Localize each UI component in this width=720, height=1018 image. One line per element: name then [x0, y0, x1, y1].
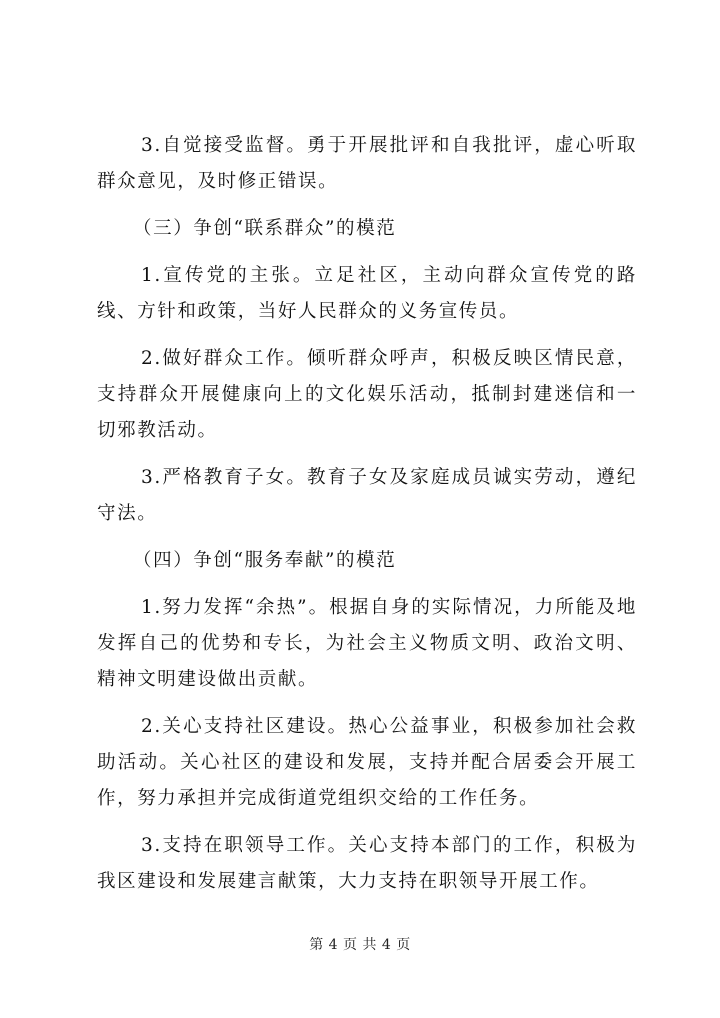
paragraph-support-leaders: 3.支持在职领导工作。关心支持本部门的工作，积极为我区建设和发展建言献策，大力支持在职领导开展工作。 [97, 835, 637, 892]
paragraph-accept-supervision: 3.自觉接受监督。勇于开展批评和自我批评，虚心听取群众意见，及时修正错误。 [97, 135, 637, 192]
paragraph-promote-party: 1.宣传党的主张。立足社区，主动向群众宣传党的路线、方针和政策，当好人民群众的义务宣传员。 [97, 265, 637, 322]
paragraph-educate-children: 3.严格教育子女。教育子女及家庭成员诚实劳动，遵纪守法。 [97, 467, 637, 524]
paragraph-support-community: 2.关心支持社区建设。热心公益事业，积极参加社会救助活动。关心社区的建设和发展，支持并配合居委会开展工作，努力承担并完成街道党组织交给的工作任务。 [97, 716, 637, 809]
page-footer: 第 4 页 共 4 页 [309, 937, 411, 953]
document-body [97, 128, 637, 911]
section-heading-service: （四）争创“服务奉献”的模范 [133, 550, 397, 571]
paragraph-play-role: 1.努力发挥“余热”。根据自身的实际情况，力所能及地发挥自己的优势和专长，为社会主义物质文明、政治文明、精神文明建设做出贡献。 [97, 597, 637, 690]
section-heading-contact-masses: （三）争创“联系群众”的模范 [133, 218, 397, 239]
paragraph-mass-work: 2.做好群众工作。倾听群众呼声，积极反映区情民意，支持群众开展健康向上的文化娱乐活动，抵制封建迷信和一切邪教活动。 [97, 348, 637, 441]
